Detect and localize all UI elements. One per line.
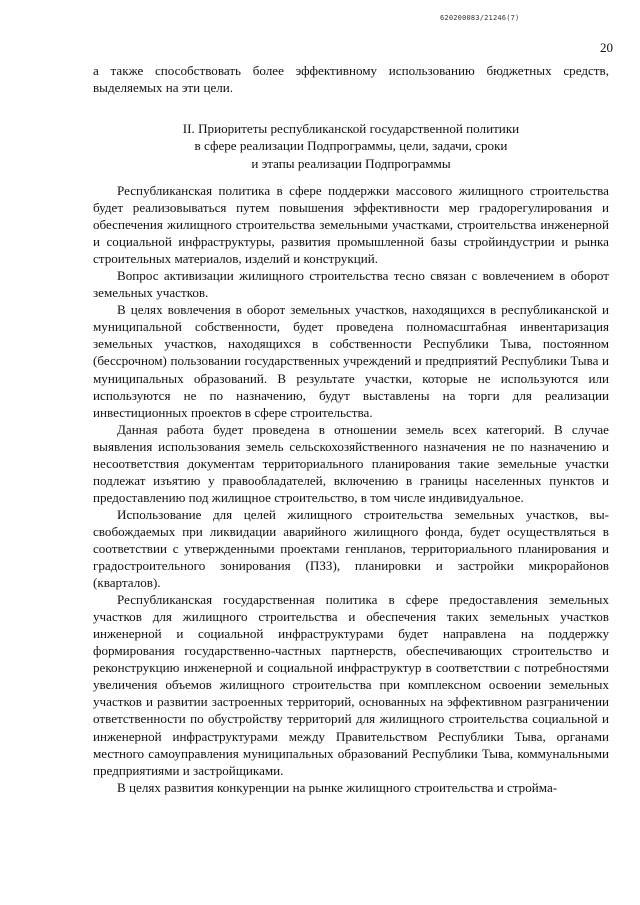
paragraph-7: В целях развития конкуренции на рынке жилищного строительства и стройма-	[117, 779, 558, 795]
paragraph-2: Вопрос активизации жилищного строительства тесно связан с вовлечением в оборот земельных участков.	[93, 268, 609, 301]
intro-paragraph: а также способствовать более эффективному использованию бюджетных средств, выделяемых на эти цели.	[93, 63, 609, 96]
paragraph-1: Республиканская политика в сфере поддержки массового жилищного строительства будет реализовываться путем повышения эффективности мер градорегулирования и обеспечения жилищного строительства земельными участками, строительства инженерной и социальной инфраструктуры, развития промышленной базы стройиндустрии и рынка строительных материалов, изделий и конструкций.	[93, 183, 609, 267]
document-id: 620200083/21246(7)	[440, 14, 520, 22]
section-heading-line-1: II. Приоритеты республиканской государственной политики	[182, 121, 520, 136]
paragraph-6: Республиканская государственная политика в сфере предоставления земельных участков для жилищного строительства и обеспечения таких земельных участков инженерной и социальной инфраструктурами будет направлена на поддержку формирования государственно-частных партнерств, обеспечивающих строительство и реконструкцию инженерной и социальной инфраструктур в соответствии с потребностями увеличения объемов жилищного строительства при комплексном освоении земельных участков и развитии застроенных территорий, основанных на эффективном разграничении ответственности по обустройству территорий для жилищного строительства социальной и инженерной инфраструктурами между Правительством Республики Тыва, органами местного самоуправления муниципальных образований Республики Тыва, коммунальными предприятиями и застройщиками.	[93, 592, 609, 778]
paragraph-5: Использование для целей жилищного строительства земельных участков, высвобождаемых при ликвидации аварийного жилищного фонда, будет осуществляться в соответствии с утвержденными проектами генпланов, территориального планирования и градостроительного зонирования (ПЗЗ), планировки и застройки микрорайонов (кварталов).	[93, 506, 609, 591]
section-heading-line-3: и этапы реализации Подпрограммы	[251, 155, 451, 171]
section-heading-line-2: в сфере реализации Подпрограммы, цели, задачи, сроки	[194, 138, 508, 154]
paragraph-4: Данная работа будет проведена в отношении земель всех категорий. В случае выявления использования земель сельскохозяйственного назначения не по назначению и несоответствия документам территориального планирования такие земельные участки подлежат изъятию у правообладателей, включению в границы населенных пунктов и предоставлению под жилищное строительство, в том числе индивидуальное.	[93, 421, 609, 505]
paragraph-3: В целях вовлечения в оборот земельных участков, находящихся в республиканской и муниципальной собственности, будет проведена полномасштабная инвентаризация земельных участков, находящихся в собственности Республики Тыва, постоянном (бессрочном) пользовании государственных учреждений и предприятий Республики Тыва и муниципальных образований. В результате участки, которые не используются или используются не по назначению, будут выставлены на торги для реализации инвестиционных проектов в сфере строительства.	[93, 302, 609, 420]
section-heading	[93, 120, 609, 172]
page-number: 20	[600, 40, 613, 55]
body-text	[93, 182, 609, 796]
